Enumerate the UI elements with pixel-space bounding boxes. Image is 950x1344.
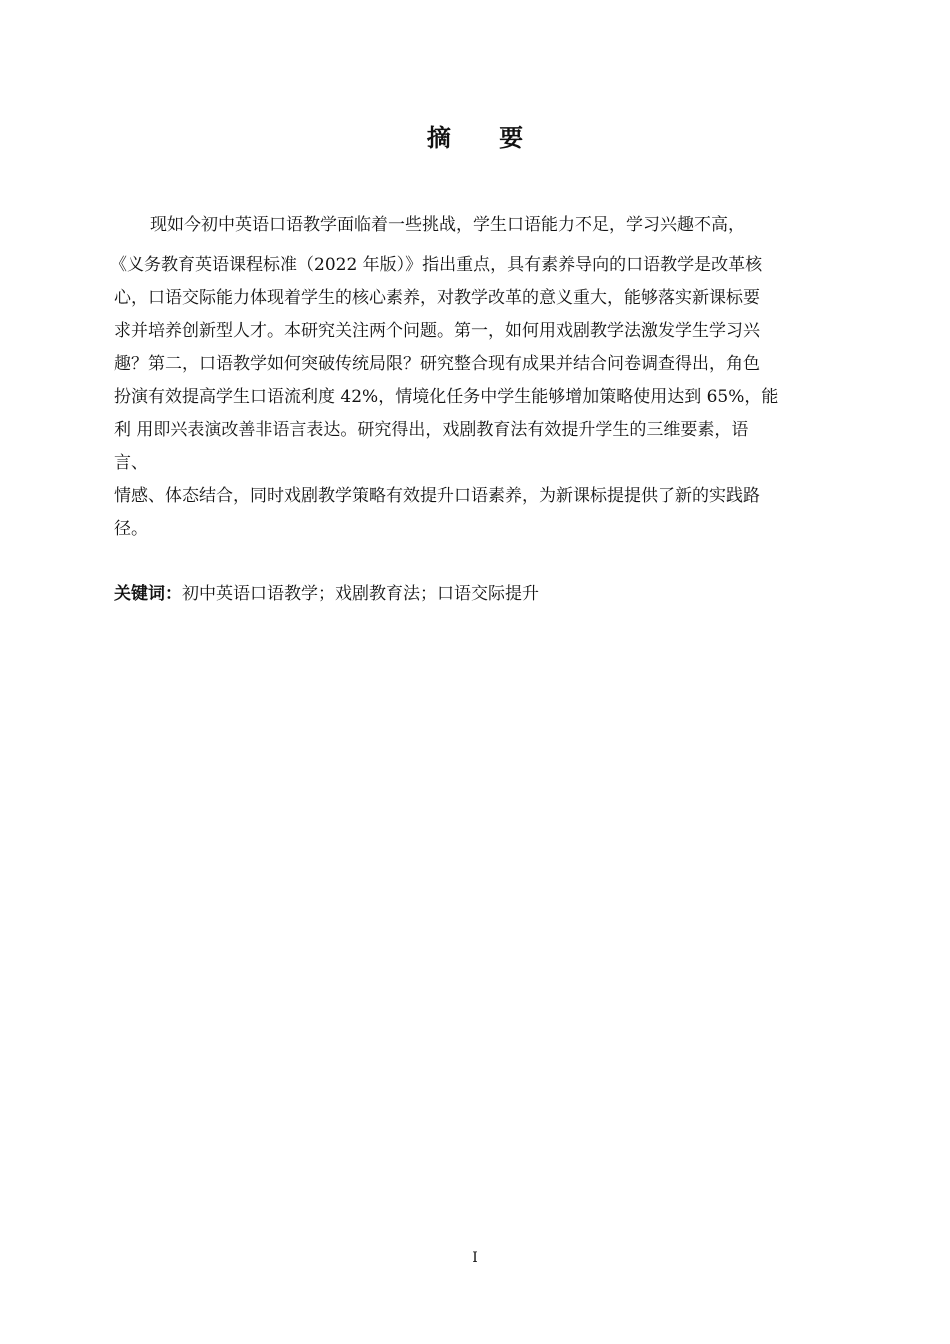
abstract-title: 摘 要 (426, 124, 544, 152)
abstract-line-8: 言、 (114, 453, 148, 473)
abstract-line-7: 利 用即兴表演改善非语言表达。研究得出，戏剧教育法有效提升学生的三维要素，语 (114, 420, 749, 440)
abstract-line-1: 现如今初中英语口语教学面临着一些挑战，学生口语能力不足，学习兴趣不高， (150, 215, 745, 235)
abstract-line-4: 求并培养创新型人才。本研究关注两个问题。第一，如何用戏剧教学法激发学生学习兴 (114, 321, 760, 341)
abstract-line-6: 扮演有效提高学生口语流利度 42%，情境化任务中学生能够增加策略使用达到 65%，能 (114, 387, 779, 407)
abstract-line-10: 径。 (114, 519, 148, 539)
keywords (114, 582, 539, 606)
page-number: I (472, 1250, 478, 1266)
abstract-line-9: 情感、体态结合，同时戏剧教学策略有效提升口语素养，为新课标提提供了新的实践路 (114, 486, 760, 506)
keywords-label: 关键词： (114, 584, 182, 604)
abstract-line-2: 《义务教育英语课程标准（2022 年版）》指出重点，具有素养导向的口语教学是改革核 (110, 255, 763, 275)
abstract-line-3: 心，口语交际能力体现着学生的核心素养，对教学改革的意义重大，能够落实新课标要 (114, 288, 760, 308)
keywords-value: 初中英语口语教学；戏剧教育法；口语交际提升 (182, 584, 539, 604)
abstract-line-5: 趣？第二，口语教学如何突破传统局限？研究整合现有成果并结合问卷调查得出，角色 (114, 354, 760, 374)
